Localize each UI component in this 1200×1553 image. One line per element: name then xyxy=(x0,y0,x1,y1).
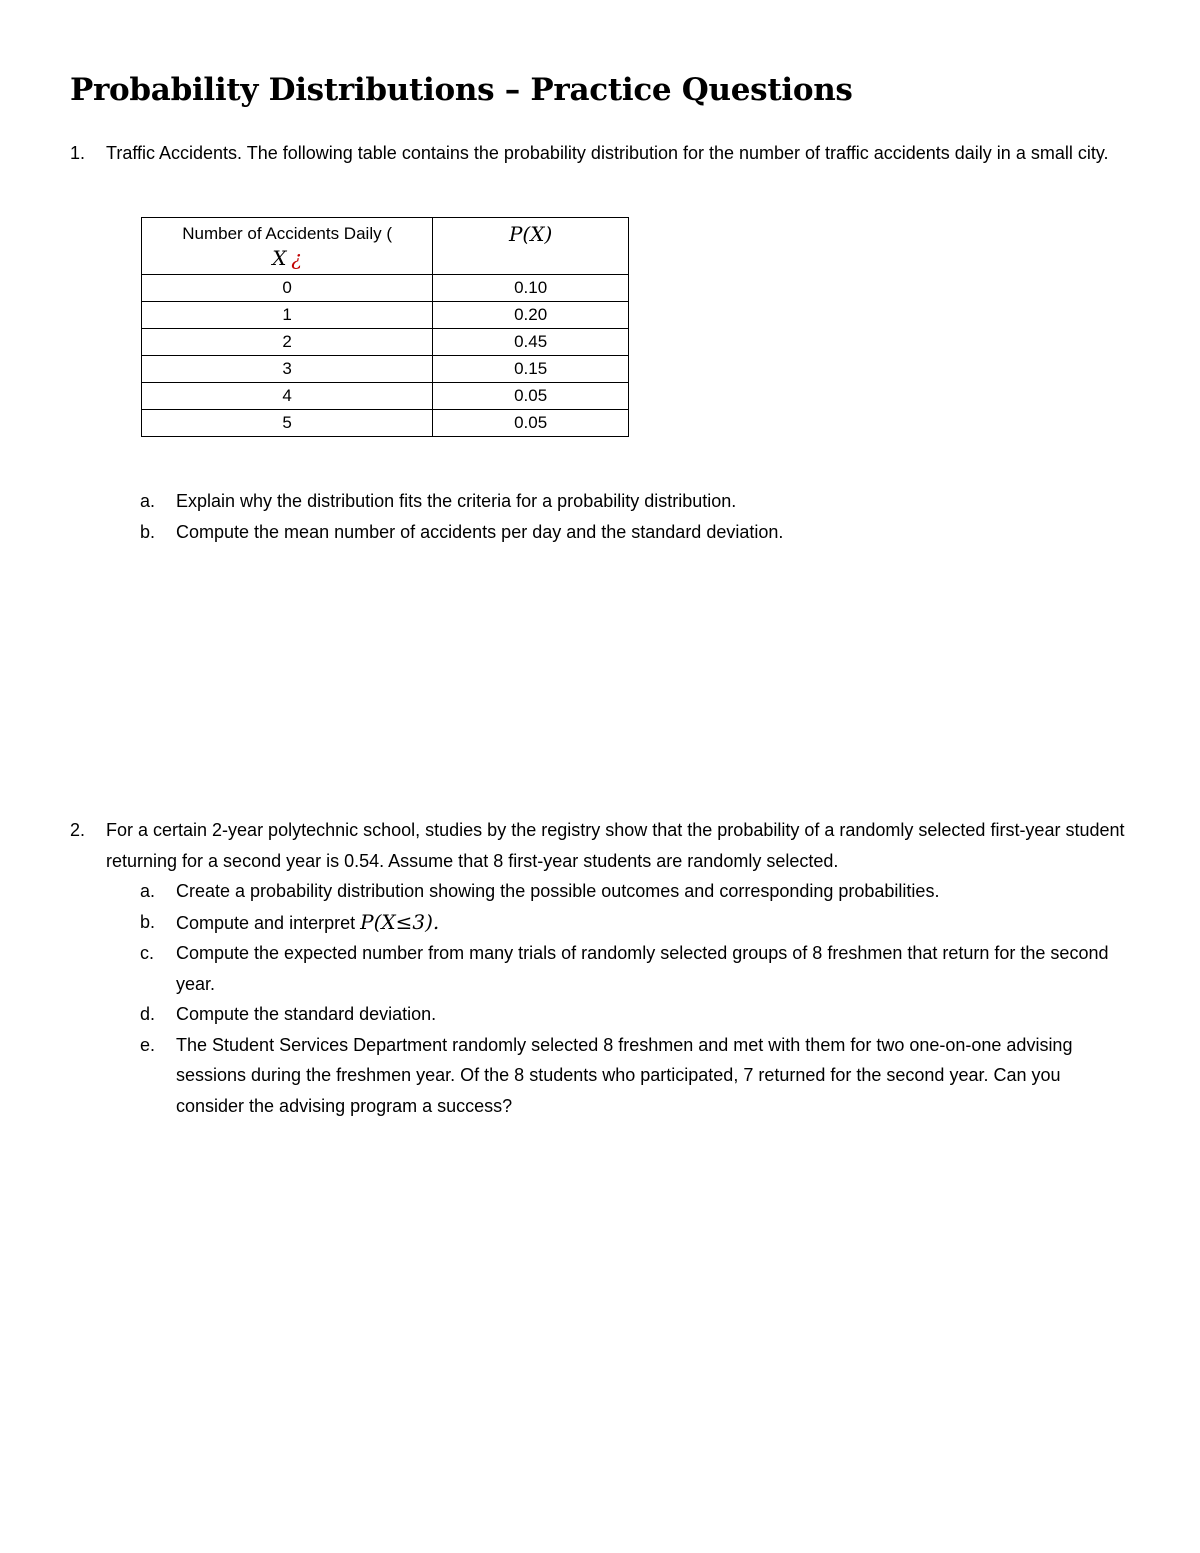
question-1-parts xyxy=(70,486,1130,547)
sub-question-b xyxy=(140,517,1130,548)
table-row xyxy=(142,329,629,356)
sub-question-text: Compute the mean number of accidents per day and the standard deviation. xyxy=(176,521,784,542)
sub-question-text: Compute the standard deviation. xyxy=(176,1004,437,1024)
table-row xyxy=(142,302,629,329)
table-cell-x: 0 xyxy=(142,275,433,302)
sub-question-letter: c. xyxy=(140,943,155,963)
sub-question-letter: e. xyxy=(140,1034,156,1055)
table-cell-p: 0.10 xyxy=(433,275,629,302)
sub-question-b xyxy=(140,907,1130,939)
question-number: 2. xyxy=(70,820,86,840)
sub-question-text: The Student Services Department randomly selected 8 freshmen and met with them for two one-on-one advising sessions during the freshmen year. Of the 8 students who participated, 7 returned for the second year. Can you consider the advising program a success? xyxy=(176,1034,1073,1116)
question-number: 1. xyxy=(70,143,86,163)
sub-question-e xyxy=(140,1030,1130,1122)
table-header-px: P(X) xyxy=(433,218,629,275)
sub-question-letter: b. xyxy=(140,521,156,542)
sub-question-a xyxy=(140,486,1130,517)
sub-question-letter: d. xyxy=(140,1004,156,1024)
sub-question-text: Create a probability distribution showing the possible outcomes and corresponding probabilities. xyxy=(176,881,940,901)
broken-glyph: ¿ xyxy=(291,246,302,270)
table-cell-x: 4 xyxy=(142,383,433,410)
page-title: Probability Distributions – Practice Questions xyxy=(70,72,853,108)
sub-question-text: Explain why the distribution fits the criteria for a probability distribution. xyxy=(176,491,737,511)
sub-question-d xyxy=(140,999,1130,1030)
sub-question-letter: a. xyxy=(140,881,156,901)
sub-question-letter: a. xyxy=(140,491,156,511)
table-row xyxy=(142,410,629,437)
question-2 xyxy=(70,815,1130,1121)
question-1 xyxy=(70,138,1130,169)
table-cell-x: 5 xyxy=(142,410,433,437)
question-text: Traffic Accidents. The following table contains the probability distribution for the number of traffic accidents daily in a small city. xyxy=(106,143,1109,163)
table-header-x: Number of Accidents Daily ( X ¿ xyxy=(142,218,433,275)
sub-question-text: Compute the expected number from many trials of randomly selected groups of 8 freshmen that return for the second year. xyxy=(176,943,1109,994)
math-expression: P(X≤3). xyxy=(360,909,440,934)
table-cell-p: 0.05 xyxy=(433,383,629,410)
table-cell-p: 0.20 xyxy=(433,302,629,329)
sub-question-text: Compute and interpret xyxy=(176,912,361,933)
question-text: For a certain 2-year polytechnic school, studies by the registry show that the probability of a randomly selected first-year student returning for a second year is 0.54. Assume that 8 first-year students are randomly selected. xyxy=(106,820,1125,871)
sub-question-letter: b. xyxy=(140,911,156,932)
table-cell-x: 1 xyxy=(142,302,433,329)
table-row xyxy=(142,356,629,383)
sub-question-a xyxy=(140,876,1130,907)
table-row xyxy=(142,275,629,302)
table-cell-x: 3 xyxy=(142,356,433,383)
table-cell-x: 2 xyxy=(142,329,433,356)
sub-question-c xyxy=(140,938,1130,999)
table-cell-p: 0.45 xyxy=(433,329,629,356)
variable-x: X xyxy=(272,246,287,270)
table-header-row xyxy=(142,218,629,275)
table-row xyxy=(142,383,629,410)
table-cell-p: 0.05 xyxy=(433,410,629,437)
table-cell-p: 0.15 xyxy=(433,356,629,383)
probability-table xyxy=(141,217,629,437)
